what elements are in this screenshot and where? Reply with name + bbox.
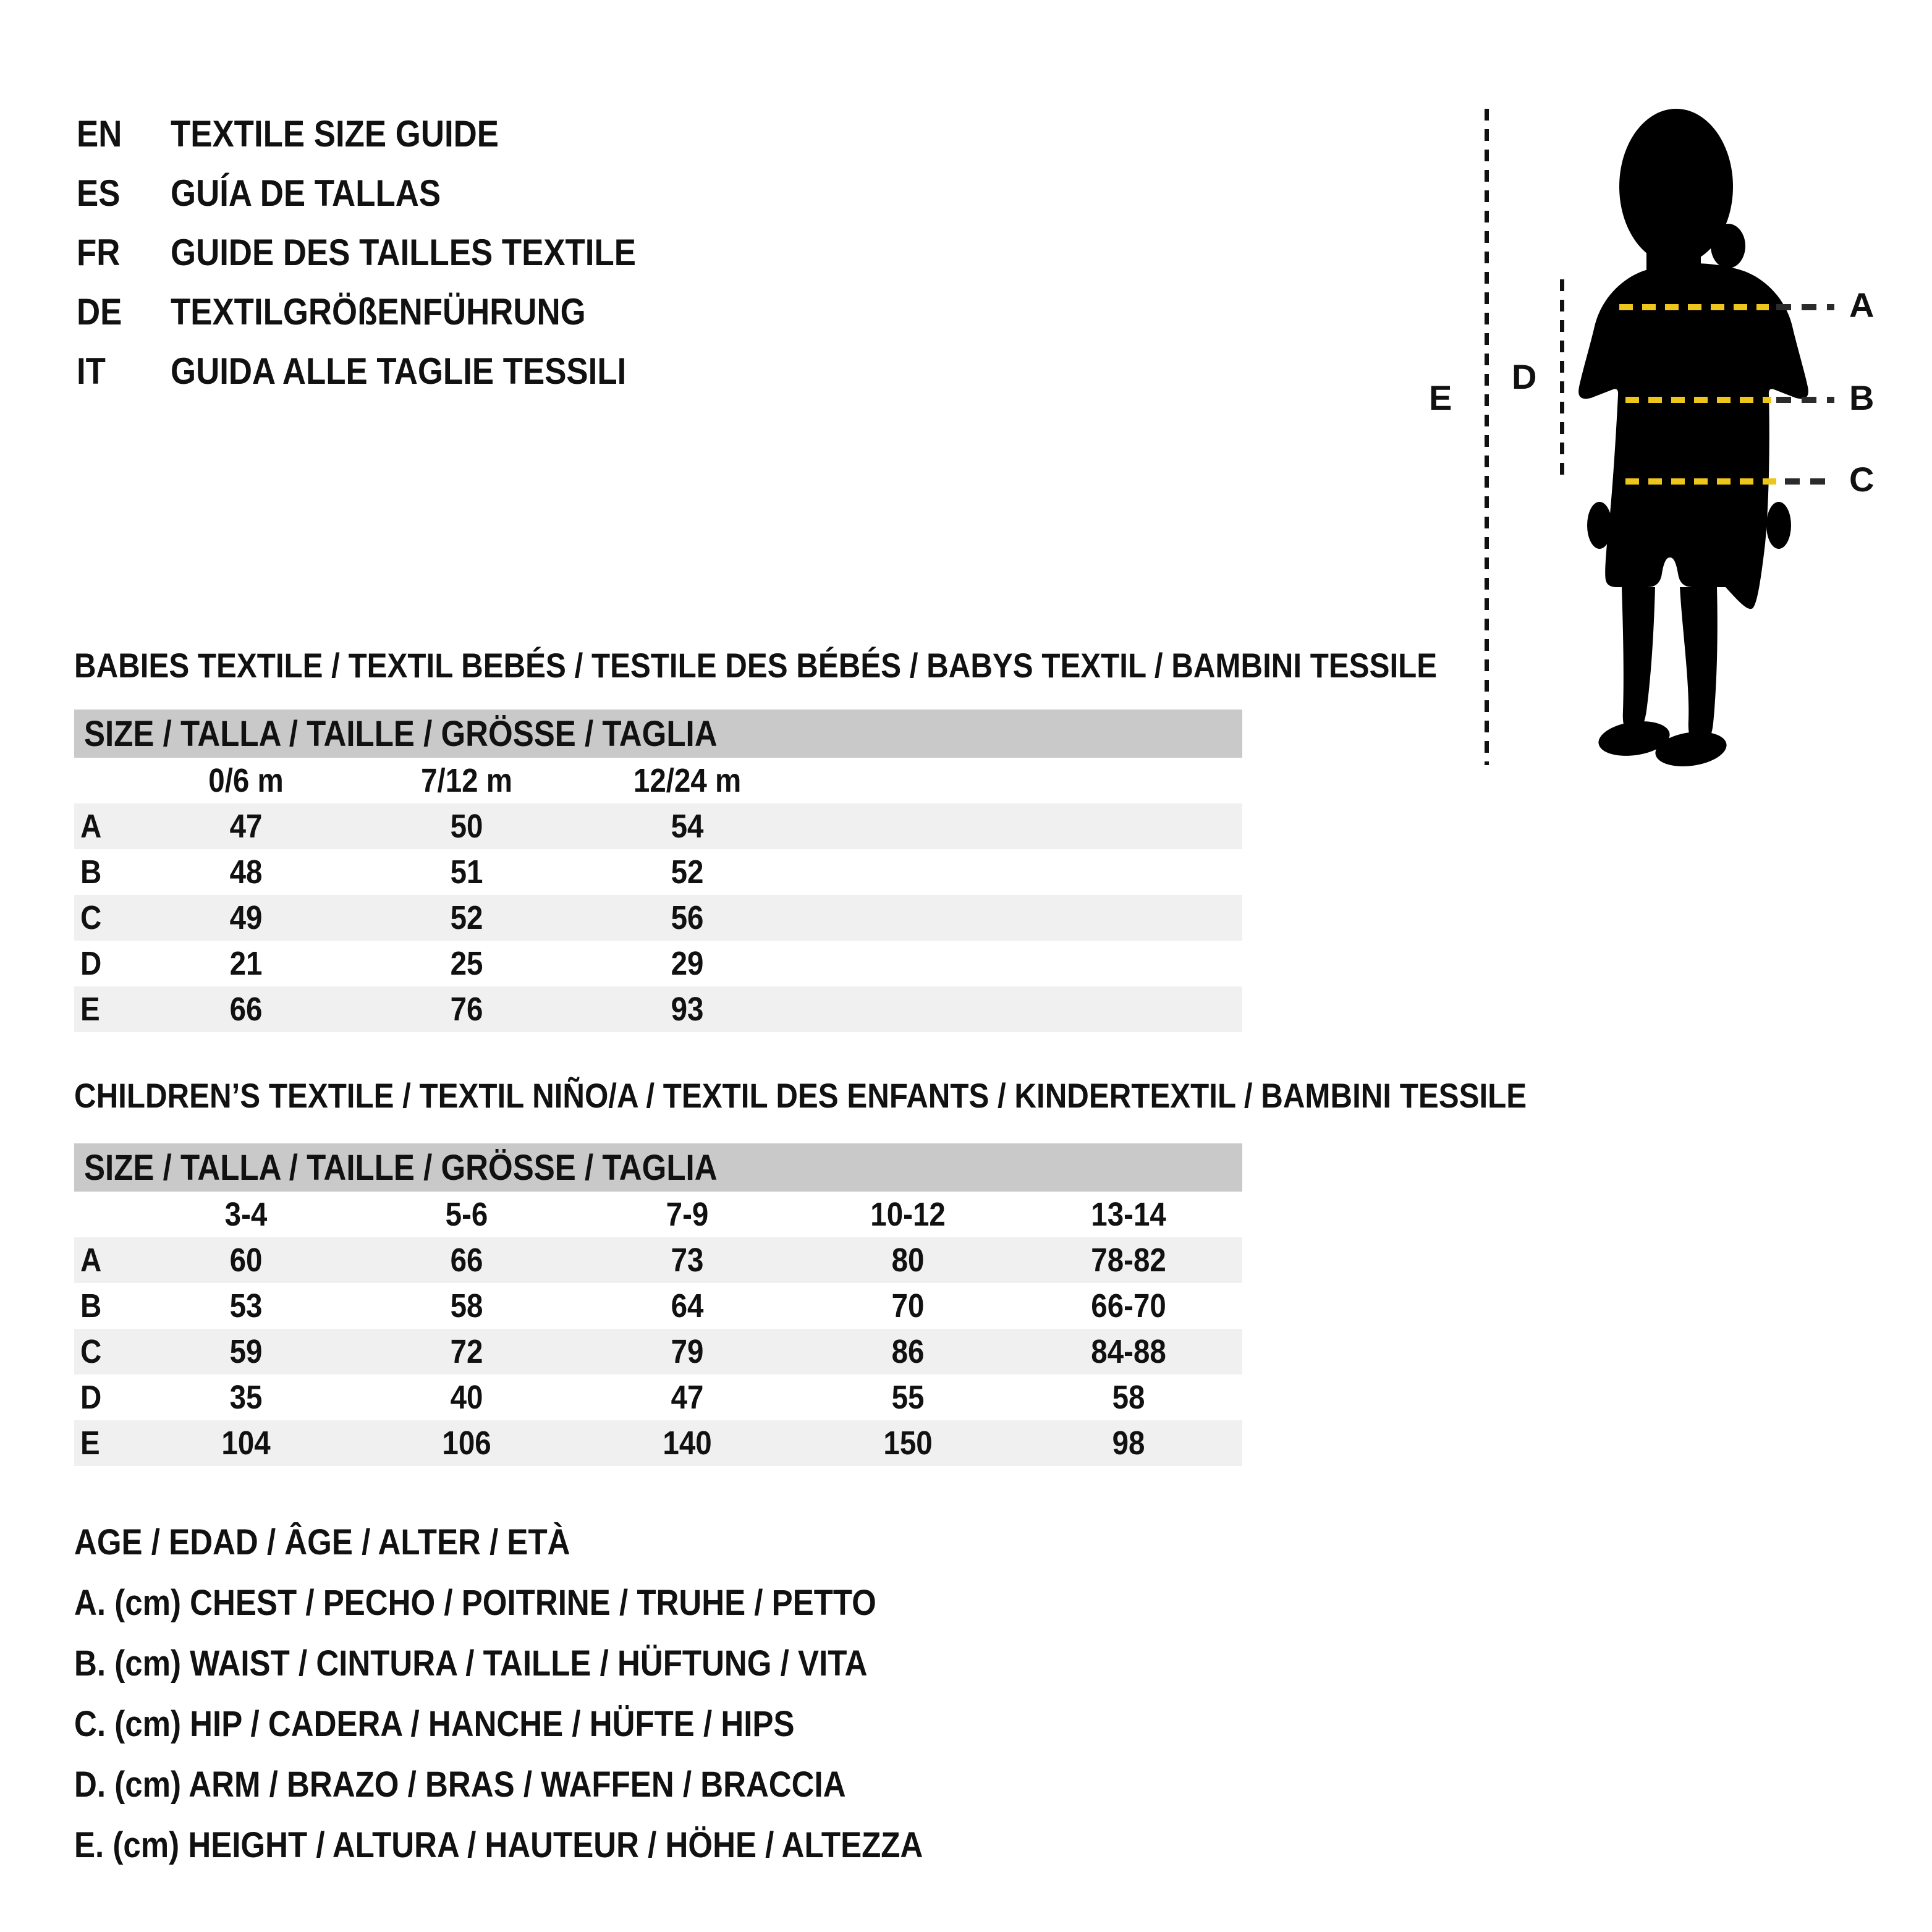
- cell-value: 64: [671, 1287, 704, 1324]
- legend-line-chest: A. (cm) CHEST / PECHO / POITRINE / TRUHE / PETTO: [74, 1582, 876, 1623]
- row-label: D: [80, 1379, 102, 1416]
- language-code-es: ES: [77, 172, 121, 214]
- babies-column-header-row: [74, 758, 1242, 803]
- babies-size-header-bar: [74, 710, 1242, 758]
- cell-value: 79: [671, 1333, 704, 1370]
- chest-measure-line-dark: [1776, 304, 1834, 310]
- language-code-de: DE: [77, 290, 122, 333]
- cell-value: 21: [230, 945, 263, 982]
- waist-measure-line-yellow: [1625, 397, 1771, 403]
- cell-value: 98: [1112, 1425, 1145, 1462]
- cell-value: 51: [451, 854, 483, 891]
- cell-value: 58: [451, 1287, 483, 1324]
- chest-measure-label: A: [1849, 286, 1875, 324]
- row-label: B: [80, 854, 102, 891]
- children-column-header-row: [74, 1192, 1242, 1237]
- row-label: D: [80, 945, 102, 982]
- babies-column-header-2: 7/12 m: [421, 762, 513, 799]
- waist-measure-label: B: [1849, 378, 1875, 417]
- cell-value: 86: [892, 1333, 925, 1370]
- cell-value: 25: [451, 945, 483, 982]
- children-size-header-label: SIZE / TALLA / TAILLE / GRÖSSE / TAGLIA: [84, 1147, 718, 1188]
- babies-table-row-e: [74, 986, 1242, 1032]
- children-table-row-d: [74, 1375, 1242, 1420]
- language-title-block: [77, 104, 700, 400]
- cell-value: 55: [892, 1379, 925, 1416]
- cell-value: 56: [671, 899, 704, 936]
- language-code-it: IT: [77, 350, 106, 392]
- row-label: B: [80, 1287, 102, 1324]
- cell-value: 35: [230, 1379, 263, 1416]
- children-column-header-2: 5-6: [446, 1196, 488, 1233]
- row-label: A: [80, 1242, 102, 1279]
- cell-value: 48: [230, 854, 263, 891]
- cell-value: 70: [892, 1287, 925, 1324]
- arm-measure-label: D: [1512, 357, 1537, 396]
- arm-measure-dotted-line: [1560, 279, 1564, 475]
- language-row-fr: [77, 222, 700, 282]
- cell-value: 50: [451, 808, 483, 845]
- cell-value: 76: [451, 991, 483, 1028]
- page-title-es: GUÍA DE TALLAS: [171, 172, 441, 214]
- language-code-fr: FR: [77, 231, 121, 273]
- page-title-de: TEXTILGRÖßENFÜHRUNG: [171, 290, 586, 333]
- hip-measure-line-yellow: [1625, 478, 1780, 485]
- chest-measure-line-yellow: [1619, 304, 1769, 310]
- babies-table-row-c: [74, 895, 1242, 941]
- row-label: C: [80, 899, 102, 936]
- cell-value: 73: [671, 1242, 704, 1279]
- language-row-de: [77, 282, 700, 341]
- children-size-header-bar: [74, 1143, 1242, 1192]
- cell-value: 93: [671, 991, 704, 1028]
- children-table-row-a: [74, 1237, 1242, 1283]
- children-column-header-5: 13-14: [1091, 1196, 1167, 1233]
- row-label: C: [80, 1333, 102, 1370]
- cell-value: 52: [451, 899, 483, 936]
- children-table-row-c: [74, 1329, 1242, 1375]
- language-code-en: EN: [77, 112, 122, 155]
- language-row-es: [77, 163, 700, 222]
- cell-value: 47: [230, 808, 263, 845]
- children-table-row-b: [74, 1283, 1242, 1329]
- cell-value: 104: [221, 1425, 271, 1462]
- page-title-en: TEXTILE SIZE GUIDE: [171, 112, 499, 155]
- row-label: A: [80, 808, 102, 845]
- babies-table-row-d: [74, 941, 1242, 986]
- legend-line-arm: D. (cm) ARM / BRAZO / BRAS / WAFFEN / BRACCIA: [74, 1764, 846, 1805]
- cell-value: 84-88: [1091, 1333, 1167, 1370]
- cell-value: 72: [451, 1333, 483, 1370]
- cell-value: 60: [230, 1242, 263, 1279]
- measurement-legend-block: [74, 1512, 1039, 1875]
- height-measure-label: E: [1429, 378, 1452, 417]
- babies-table-row-b: [74, 849, 1242, 895]
- children-column-header-3: 7-9: [666, 1196, 709, 1233]
- babies-column-header-3: 12/24 m: [633, 762, 742, 799]
- row-label: E: [80, 991, 100, 1028]
- cell-value: 58: [1112, 1379, 1145, 1416]
- babies-table-row-a: [74, 803, 1242, 849]
- waist-measure-line-dark: [1776, 397, 1834, 403]
- cell-value: 78-82: [1091, 1242, 1167, 1279]
- language-row-it: [77, 341, 700, 400]
- cell-value: 140: [663, 1425, 713, 1462]
- cell-value: 66: [451, 1242, 483, 1279]
- cell-value: 66: [230, 991, 263, 1028]
- babies-column-header-1: 0/6 m: [208, 762, 284, 799]
- cell-value: 29: [671, 945, 704, 982]
- children-table-row-e: [74, 1420, 1242, 1466]
- legend-line-hip: C. (cm) HIP / CADERA / HANCHE / HÜFTE / HIPS: [74, 1703, 795, 1744]
- cell-value: 80: [892, 1242, 925, 1279]
- hip-measure-line-dark: [1785, 478, 1834, 485]
- cell-value: 49: [230, 899, 263, 936]
- language-row-en: [77, 104, 700, 163]
- page-title-fr: GUIDE DES TAILLES TEXTILE: [171, 231, 636, 273]
- children-table-title: CHILDREN’S TEXTILE / TEXTIL NIÑO/A / TEXTIL DES ENFANTS / KINDERTEXTIL / BAMBINI TESSILE: [74, 1076, 1527, 1115]
- cell-value: 66-70: [1091, 1287, 1167, 1324]
- hip-measure-label: C: [1849, 460, 1875, 499]
- children-size-table: [74, 1143, 1242, 1466]
- cell-value: 53: [230, 1287, 263, 1324]
- babies-size-table: [74, 710, 1242, 1032]
- page-title-it: GUIDA ALLE TAGLIE TESSILI: [171, 350, 627, 392]
- children-column-header-1: 3-4: [225, 1196, 268, 1233]
- cell-value: 106: [442, 1425, 492, 1462]
- babies-size-header-label: SIZE / TALLA / TAILLE / GRÖSSE / TAGLIA: [84, 713, 718, 754]
- cell-value: 54: [671, 808, 704, 845]
- row-label: E: [80, 1425, 100, 1462]
- cell-value: 40: [451, 1379, 483, 1416]
- cell-value: 150: [883, 1425, 933, 1462]
- legend-line-age: AGE / EDAD / ÂGE / ALTER / ETÀ: [74, 1522, 570, 1562]
- cell-value: 47: [671, 1379, 704, 1416]
- legend-line-waist: B. (cm) WAIST / CINTURA / TAILLE / HÜFTUNG / VITA: [74, 1643, 868, 1684]
- children-column-header-4: 10-12: [870, 1196, 946, 1233]
- cell-value: 59: [230, 1333, 263, 1370]
- legend-line-height: E. (cm) HEIGHT / ALTURA / HAUTEUR / HÖHE / ALTEZZA: [74, 1824, 923, 1865]
- cell-value: 52: [671, 854, 704, 891]
- babies-table-title: BABIES TEXTILE / TEXTIL BEBÉS / TESTILE DES BÉBÉS / BABYS TEXTIL / BAMBINI TESSILE: [74, 646, 1438, 685]
